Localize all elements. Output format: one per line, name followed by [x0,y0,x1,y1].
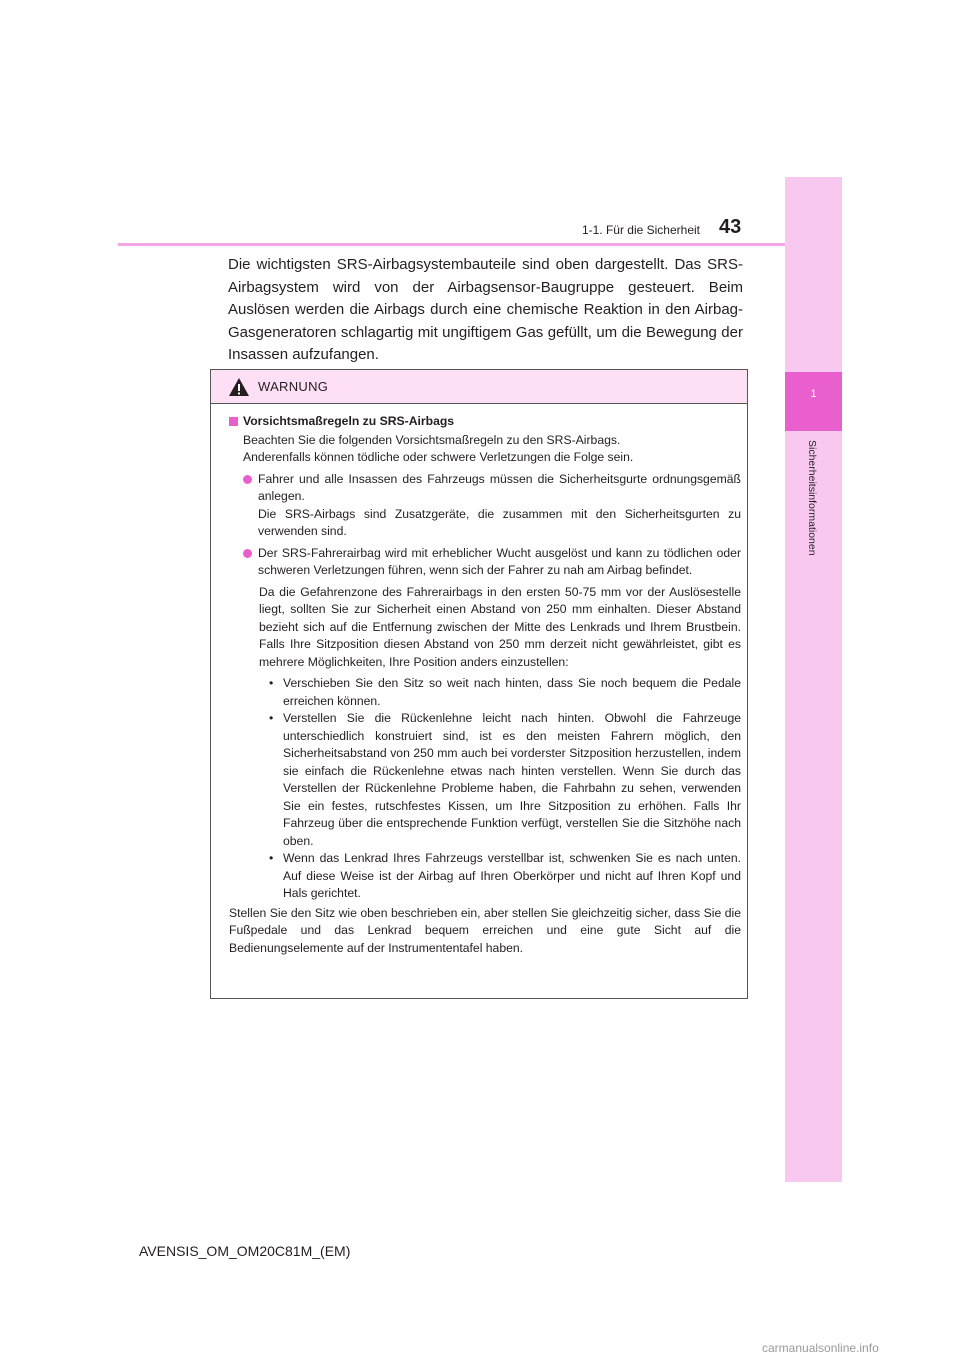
sub-item-text: Verstellen Sie die Rückenlehne leicht nach hinten. Obwohl die Fahrzeuge unterschiedlich konstruiert sind, ist es den meisten Fahrern möglich, den Sicherheitsabstand von 250 mm auch bei vorderster Sitzposition herzustellen, indem sie einfach die Rückenlehne etwas nach hinten verstellen. Wenn Sie durch das Verstellen der Rückenlehne Probleme haben, die Fahrbahn zu sehen, verwenden Sie ein festes, rutschfestes Kissen, um Ihre Sitzposition zu erhöhen. Falls Ihr Fahrzeug über die entsprechende Funktion verfügt, verstellen Sie die Sitzhöhe nach oben. [283,711,741,848]
intro-paragraph: Die wichtigsten SRS-Airbagsystembauteile sind oben dargestellt. Das SRS-Airbagsystem wird von der Airbagsensor-Baugruppe gesteuert. Beim Auslösen werden die Airbags durch eine chemische Reaktion in den Airbag-Gasgeneratoren schlagartig mit ungiftigem Gas gefüllt, um die Bewegung der Insassen aufzufangen. [228,256,743,363]
warning-body [211,404,747,957]
header-rule [118,243,785,246]
watermark[interactable]: carmanualsonline.info [762,1341,879,1355]
bullet-text: Fahrer und alle Insassen des Fahrzeugs müssen die Sicherheitsgurte ordnungsgemäß anlegen. [258,471,741,503]
list-item [269,850,741,903]
warning-heading-text: Vorsichtsmaßregeln zu SRS-Airbags [243,414,455,428]
list-item [269,675,741,710]
lead-text-1: Beachten Sie die folgenden Vorsichtsmaßregeln zu den SRS-Airbags. [243,432,621,447]
sidebar-strip [785,177,842,1182]
model-code: AVENSIS_OM_OM20C81M_(EM) [139,1243,351,1259]
closing-paragraph: Stellen Sie den Sitz wie oben beschrieben ein, aber stellen Sie gleichzeitig sicher, dass Sie die Fußpedale und das Lenkrad bequem erreichen und eine gute Sicht auf die Bedienungselemente auf der Instrumententafel haben. [229,905,741,955]
list-item [243,471,741,541]
warning-triangle-icon [228,377,250,397]
dot-bullet-icon: • [269,676,274,690]
chapter-title: Sicherheitsinformationen [806,440,818,556]
circle-bullet-icon [243,475,252,484]
chapter-tab[interactable] [785,372,842,431]
chapter-number: 1 [810,388,817,400]
warning-header [211,370,747,404]
sub-item-text: Verschieben Sie den Sitz so weit nach hinten, dass Sie noch bequem die Pedale erreichen können. [283,676,741,708]
bullet-text: Der SRS-Fahrerairbag wird mit erheblicher Wucht ausgelöst und kann zu tödlichen oder schweren Verletzungen führen, wenn sich der Fahrer zu nah am Airbag befindet. [258,545,741,577]
sub-list [259,675,741,903]
list-item [243,545,741,580]
lead-text-2: Anderenfalls können tödliche oder schwere Verletzungen die Folge sein. [243,450,634,464]
circle-bullet-icon [243,549,252,558]
sub-item-text: Wenn das Lenkrad Ihres Fahrzeugs verstellbar ist, schwenken Sie es nach unten. Auf diese Weise ist der Airbag auf Ihren Oberkörper und nicht auf Ihren Kopf und Hals gerichtet. [283,851,741,900]
dot-bullet-icon: • [269,711,274,725]
page-number: 43 [719,216,742,238]
detail-paragraph: Da die Gefahrenzone des Fahrerairbags in den ersten 50-75 mm vor der Auslösestelle liegt, sollten Sie zur Sicherheit einen Abstand von 250 mm einhalten. Dieser Abstand bezieht sich auf die Entfernung zwischen der Mitte des Lenkrads und Ihrem Brustbein. Falls Ihre Sitzposition diesen Abstand von 250 mm derzeit nicht gewährleistet, gibt es mehrere Möglichkeiten, Ihre Position anders einzustellen: [259,584,741,669]
list-item [269,710,741,850]
square-bullet-icon [229,417,238,426]
section-title: 1-1. Für die Sicherheit [581,223,700,237]
warning-box [210,369,748,999]
warning-label: WARNUNG [258,379,329,394]
dot-bullet-icon: • [269,851,274,865]
warning-heading [229,413,741,431]
bullet-text: Die SRS-Airbags sind Zusatzgeräte, die zusammen mit den Sicherheitsgurten zu verwenden sind. [258,506,741,538]
